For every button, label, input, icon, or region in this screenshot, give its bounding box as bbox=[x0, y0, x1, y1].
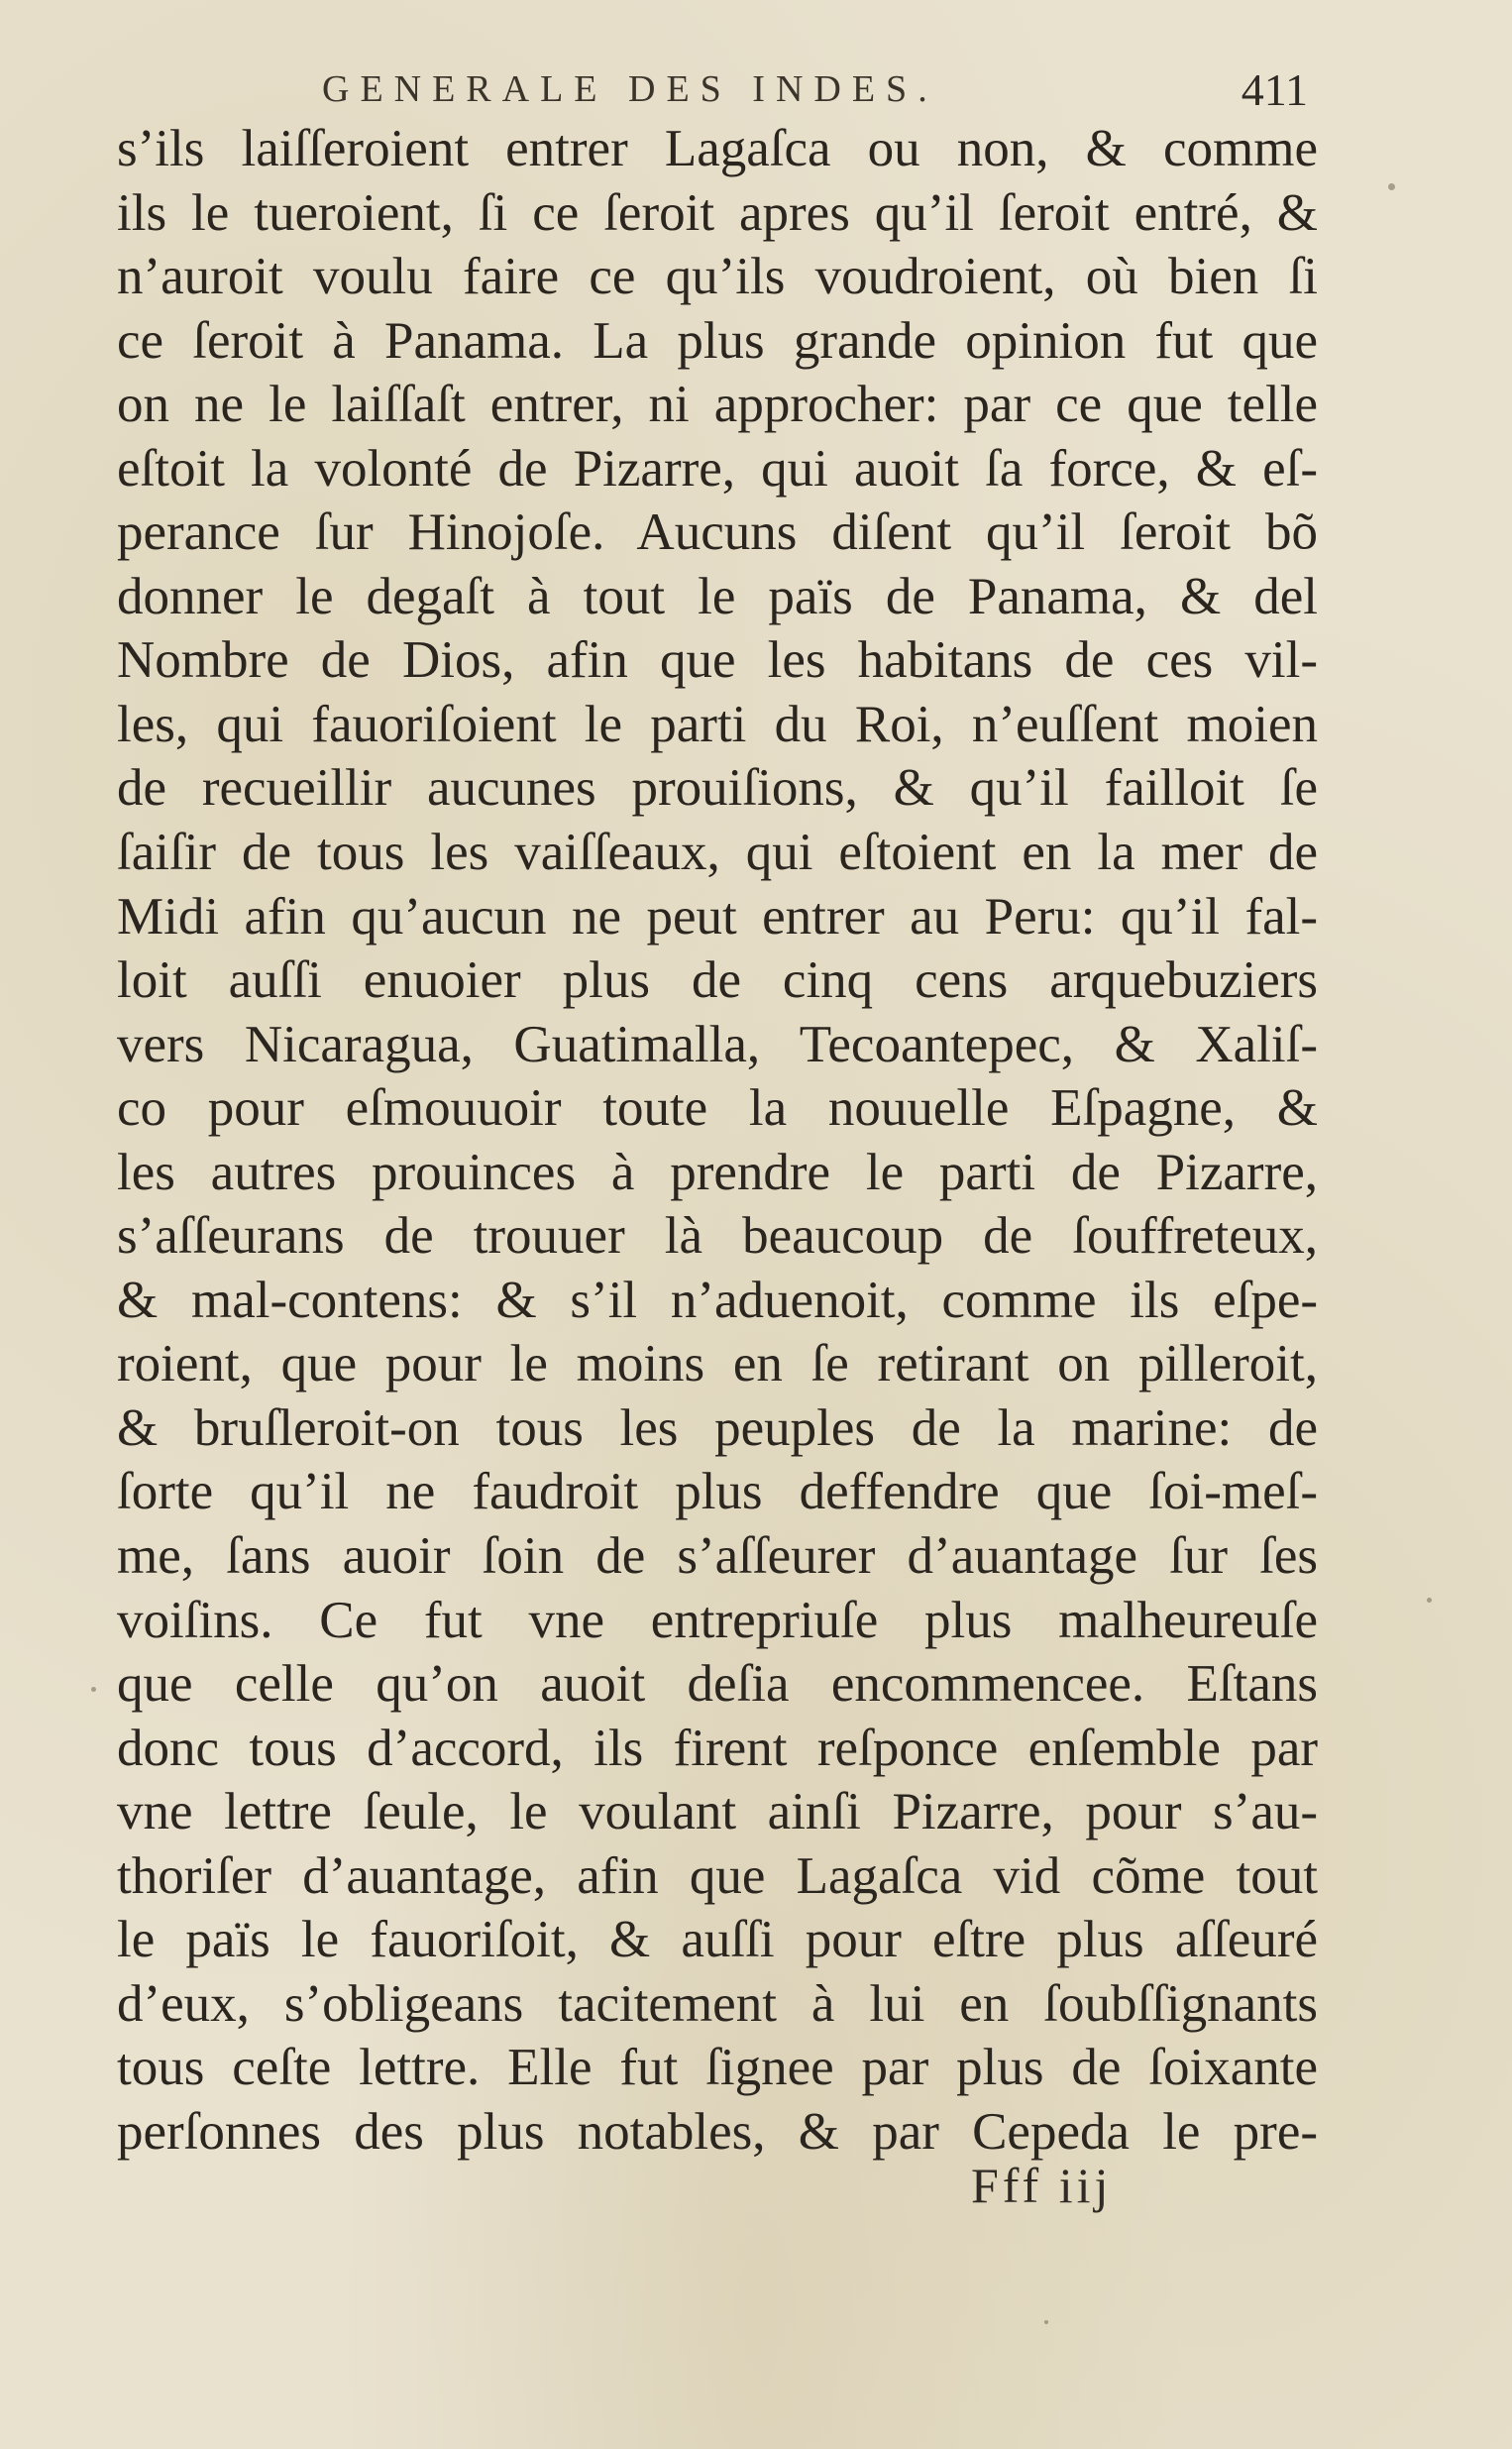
text-line: ils le tueroient, ſi ce ſeroit apres qu’il ſeroit entré, & bbox=[117, 183, 1318, 242]
text-line: vne lettre ſeule, le voulant ainſi Pizarre, pour s’au- bbox=[117, 1783, 1318, 1841]
text-line: vers Nicaragua, Guatimalla, Tecoantepec, & Xaliſ- bbox=[117, 1015, 1318, 1073]
text-line: de recueillir aucunes prouiſions, & qu’il failloit ſe bbox=[117, 759, 1318, 818]
text-line: ſorte qu’il ne faudroit plus deffendre que ſoi-meſ- bbox=[117, 1463, 1318, 1521]
text-line: co pour eſmouuoir toute la nouuelle Eſpagne, & bbox=[117, 1079, 1318, 1138]
text-line: d’eux, s’obligeans tacitement à lui en ſoubſſignants bbox=[117, 1974, 1318, 2033]
text-line: donc tous d’accord, ils firent reſponce enſemble par bbox=[117, 1719, 1318, 1777]
ink-speck bbox=[1044, 2320, 1048, 2324]
text-line: & mal-contens: & s’il n’aduenoit, comme ils eſpe- bbox=[117, 1271, 1318, 1329]
text-line: eſtoit la volonté de Pizarre, qui auoit ſa force, & eſ- bbox=[117, 439, 1318, 498]
text-line: roient, que pour le moins en ſe retirant on pilleroit, bbox=[117, 1335, 1318, 1393]
text-line: Nombre de Dios, afin que les habitans de ces vil- bbox=[117, 631, 1318, 690]
text-line: donner le degaſt à tout le païs de Panama, & del bbox=[117, 567, 1318, 625]
signature-mark: Fff iij bbox=[971, 2158, 1113, 2213]
text-line: les autres prouinces à prendre le parti de Pizarre, bbox=[117, 1143, 1318, 1201]
running-head bbox=[119, 59, 1308, 119]
page-number: 411 bbox=[1241, 64, 1308, 115]
ink-speck bbox=[91, 1687, 96, 1692]
text-line: ce ſeroit à Panama. La plus grande opinion fut que bbox=[117, 311, 1318, 370]
text-line: ſaiſir de tous les vaiſſeaux, qui eſtoient en la mer de bbox=[117, 824, 1318, 882]
body-text bbox=[117, 117, 1318, 2165]
text-line: que celle qu’on auoit deſia encommencee. Eſtans bbox=[117, 1655, 1318, 1714]
text-line: perſonnes des plus notables, & par Cepeda le pre- bbox=[117, 2102, 1318, 2161]
text-line: perance ſur Hinojoſe. Aucuns diſent qu’il ſeroit bõ bbox=[117, 503, 1318, 562]
text-line: le païs le fauoriſoit, & auſſi pour eſtre plus aſſeuré bbox=[117, 1911, 1318, 1969]
text-line: voiſins. Ce fut vne entrepriuſe plus malheureuſe bbox=[117, 1591, 1318, 1649]
text-line: & bruſleroit-on tous les peuples de la marine: de bbox=[117, 1398, 1318, 1457]
text-line: n’auroit voulu faire ce qu’ils voudroient, où bien ſi bbox=[117, 248, 1318, 306]
ink-speck bbox=[1388, 183, 1395, 190]
text-line: Midi afin qu’aucun ne peut entrer au Peru: qu’il fal- bbox=[117, 887, 1318, 946]
text-line: me, ſans auoir ſoin de s’aſſeurer d’auantage ſur ſes bbox=[117, 1527, 1318, 1586]
text-line: thoriſer d’auantage, afin que Lagaſca vid cõme tout bbox=[117, 1846, 1318, 1905]
text-line: loit auſſi enuoier plus de cinq cens arquebuziers bbox=[117, 951, 1318, 1010]
text-line: les, qui fauoriſoient le parti du Roi, n’euſſent moien bbox=[117, 695, 1318, 753]
text-line: s’ils laiſſeroient entrer Lagaſca ou non, & comme bbox=[117, 120, 1318, 177]
text-line: on ne le laiſſaſt entrer, ni approcher: par ce que telle bbox=[117, 376, 1318, 434]
running-title: GENERALE DES INDES. bbox=[322, 68, 938, 110]
text-line: tous ceſte lettre. Elle fut ſignee par plus de ſoixante bbox=[117, 2039, 1318, 2097]
text-line: s’aſſeurans de trouuer là beaucoup de ſouffreteux, bbox=[117, 1207, 1318, 1266]
ink-speck bbox=[1427, 1598, 1432, 1603]
